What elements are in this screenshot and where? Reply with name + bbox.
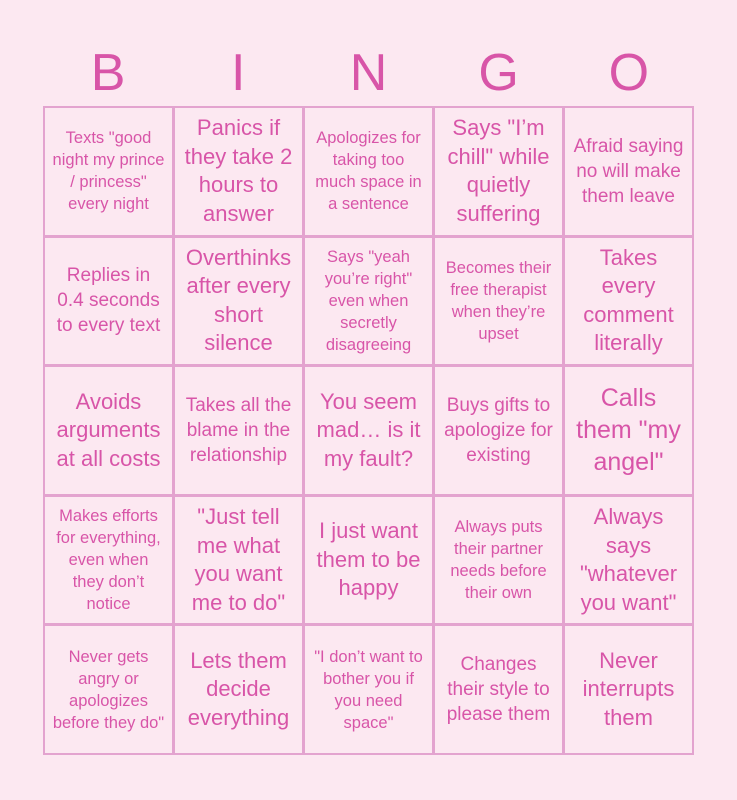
bingo-cell[interactable] <box>175 238 302 365</box>
bingo-cell[interactable] <box>565 108 692 235</box>
cell-text: Becomes their free therapist when they’re upset <box>445 258 552 343</box>
bingo-cell[interactable] <box>45 108 172 235</box>
cell-text: Never interrupts them <box>582 647 675 730</box>
cell-text: "Just tell me what you want me to do" <box>191 504 286 615</box>
cell-text: Makes efforts for everything, even when they don’t notice <box>56 507 161 614</box>
bingo-cell[interactable] <box>175 108 302 235</box>
bingo-cell[interactable] <box>305 626 432 753</box>
bingo-cell[interactable] <box>565 367 692 494</box>
header-letter-n: N <box>349 44 388 102</box>
bingo-header <box>43 40 694 106</box>
cell-text: Takes every comment literally <box>583 244 674 356</box>
header-letter-g: G <box>478 44 519 102</box>
bingo-cell[interactable] <box>45 238 172 365</box>
cell-text: Avoids arguments at all costs <box>56 388 161 471</box>
cell-text: Panics if they take 2 hours to answer <box>184 115 293 226</box>
bingo-cell[interactable] <box>45 497 172 624</box>
bingo-cell[interactable] <box>45 367 172 494</box>
cell-text: Never gets angry or apologizes before they do" <box>52 647 165 732</box>
bingo-cell[interactable] <box>435 367 562 494</box>
cell-text: Replies in 0.4 seconds to every text <box>56 265 161 337</box>
bingo-cell[interactable] <box>435 238 562 365</box>
bingo-cell[interactable] <box>175 367 302 494</box>
cell-text: I just want them to be happy <box>316 518 421 601</box>
bingo-cell[interactable] <box>435 108 562 235</box>
cell-text: Apologizes for taking too much space in a sentence <box>315 129 422 214</box>
cell-text: Always says "whatever you want" <box>579 504 678 615</box>
cell-text: Lets them decide everything <box>187 647 290 730</box>
bingo-cell[interactable] <box>175 497 302 624</box>
bingo-cell[interactable] <box>565 238 692 365</box>
bingo-cell[interactable] <box>305 497 432 624</box>
cell-text: Changes their style to please them <box>446 654 551 726</box>
cell-text: Texts "good night my prince / princess" every night <box>52 129 165 214</box>
cell-text: Calls them "my angel" <box>576 384 681 477</box>
header-letter-o: O <box>608 44 650 102</box>
cell-text: Says "yeah you’re right" even when secretly disagreeing <box>324 247 413 354</box>
bingo-cell[interactable] <box>45 626 172 753</box>
bingo-cell[interactable] <box>305 238 432 365</box>
cell-text: Buys gifts to apologize for existing <box>444 394 553 466</box>
cell-text: You seem mad… is it my fault? <box>316 388 421 471</box>
cell-text: "I don’t want to bother you if you need space" <box>314 647 423 732</box>
cell-text: Overthinks after every short silence <box>185 244 292 356</box>
bingo-cell[interactable] <box>305 367 432 494</box>
header-letter-b: B <box>90 44 126 102</box>
bingo-card <box>43 106 694 755</box>
cell-text: Always puts their partner needs before their own <box>450 518 547 603</box>
bingo-cell[interactable] <box>435 497 562 624</box>
cell-text: Takes all the blame in the relationship <box>185 394 292 466</box>
bingo-cell[interactable] <box>435 626 562 753</box>
bingo-cell[interactable] <box>305 108 432 235</box>
cell-text: Says "I’m chill" while quietly suffering <box>447 115 550 226</box>
cell-text: Afraid saying no will make them leave <box>573 135 684 207</box>
bingo-cell[interactable] <box>565 497 692 624</box>
bingo-cell[interactable] <box>565 626 692 753</box>
header-letter-i: I <box>231 44 246 102</box>
bingo-cell[interactable] <box>175 626 302 753</box>
